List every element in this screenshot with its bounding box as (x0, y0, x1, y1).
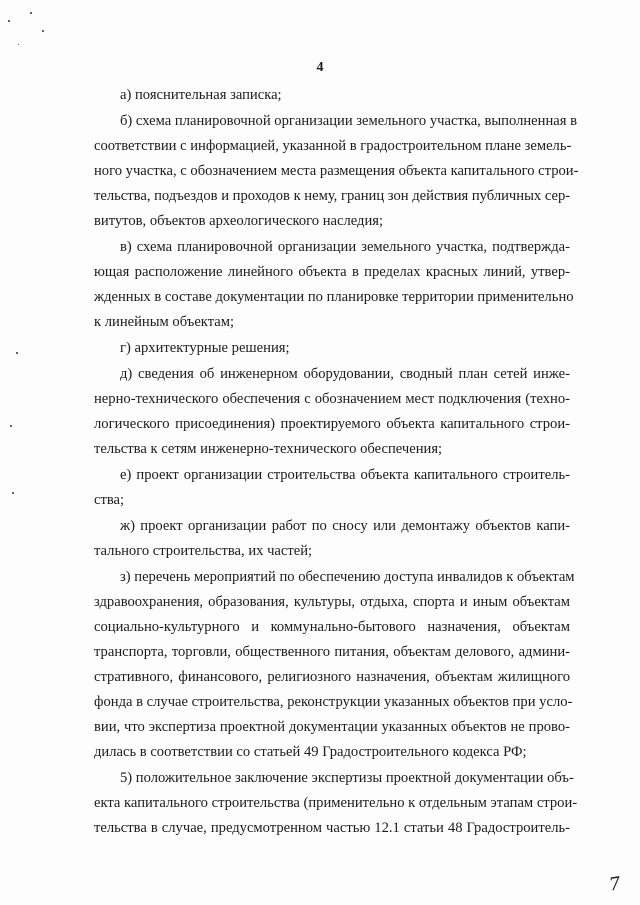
text-line: ства; (94, 492, 125, 508)
text-line: ж) проект организации работ по сносу или демонтажу объектов капи- (120, 518, 570, 534)
text-line: в) схема планировочной организации земельного участка, подтвержда- (120, 239, 570, 255)
text-line: жденных в составе документации по планировке территории применительно (94, 289, 574, 305)
text-line: транспорта, торговли, общественного питания, объектам делового, админи- (94, 644, 570, 660)
text-line: д) сведения об инженерном оборудовании, сводный план сетей инже- (120, 366, 570, 382)
text-line: логического присоединения) проектируемого объекта капитального строи- (94, 416, 570, 432)
text-line: к линейным объектам; (94, 314, 235, 330)
text-line: здравоохранения, образования, культуры, отдыха, спорта и иным объектам (94, 594, 570, 610)
text-line: нерно-технического обеспечения с обозначением мест подключения (техно- (94, 391, 570, 407)
handwritten-page-mark: 7 (607, 873, 622, 896)
page-number: 4 (316, 60, 324, 75)
text-line: фонда в случае строительства, реконструкции указанных объектов при усло- (94, 694, 573, 710)
text-line: соответствии с информацией, указанной в градостроительном плане земель- (94, 138, 572, 154)
scan-speck (10, 425, 12, 427)
text-line: ющая расположение линейного объекта в пределах красных линий, утвер- (94, 264, 570, 280)
text-line: тального строительства, их частей; (94, 543, 313, 559)
text-line: витутов, объектов археологического наследия; (94, 213, 384, 229)
text-line: екта капитального строительства (применительно к отдельным этапам строи- (94, 795, 578, 811)
text-line: а) пояснительная записка; (120, 87, 282, 103)
scan-speck (12, 492, 14, 494)
scan-speck (42, 30, 44, 32)
scan-speck (8, 20, 10, 22)
text-line: тельства в случае, предусмотренном частью 12.1 статьи 48 Градостроитель- (94, 820, 570, 836)
text-line: з) перечень мероприятий по обеспечению доступа инвалидов к объектам (120, 569, 575, 585)
text-line: б) схема планировочной организации земельного участка, выполненная в (120, 113, 577, 129)
scan-speck (30, 12, 32, 14)
scan-speck (18, 44, 19, 45)
text-line: дилась в соответствии со статьей 49 Градостроительного кодекса РФ; (94, 744, 527, 760)
text-line: стративного, финансового, религиозного назначения, объектам жилищного (94, 669, 570, 685)
text-line: г) архитектурные решения; (120, 340, 290, 356)
text-line: 5) положительное заключение экспертизы проектной документации объ- (120, 770, 574, 786)
text-line: е) проект организации строительства объекта капитального строитель- (120, 467, 570, 483)
text-line: ного участка, с обозначением места размещения объекта капитального строи- (94, 163, 579, 179)
text-line: вии, что экспертиза проектной документации указанных объектов не прово- (94, 719, 570, 735)
scan-speck (16, 352, 18, 354)
text-line: социально-культурного и коммунально-бытового назначения, объектам (94, 619, 570, 635)
text-line: тельства к сетям инженерно-технического обеспечения; (94, 441, 443, 457)
text-line: тельства, подъездов и проходов к нему, границ зон действия публичных сер- (94, 188, 571, 204)
